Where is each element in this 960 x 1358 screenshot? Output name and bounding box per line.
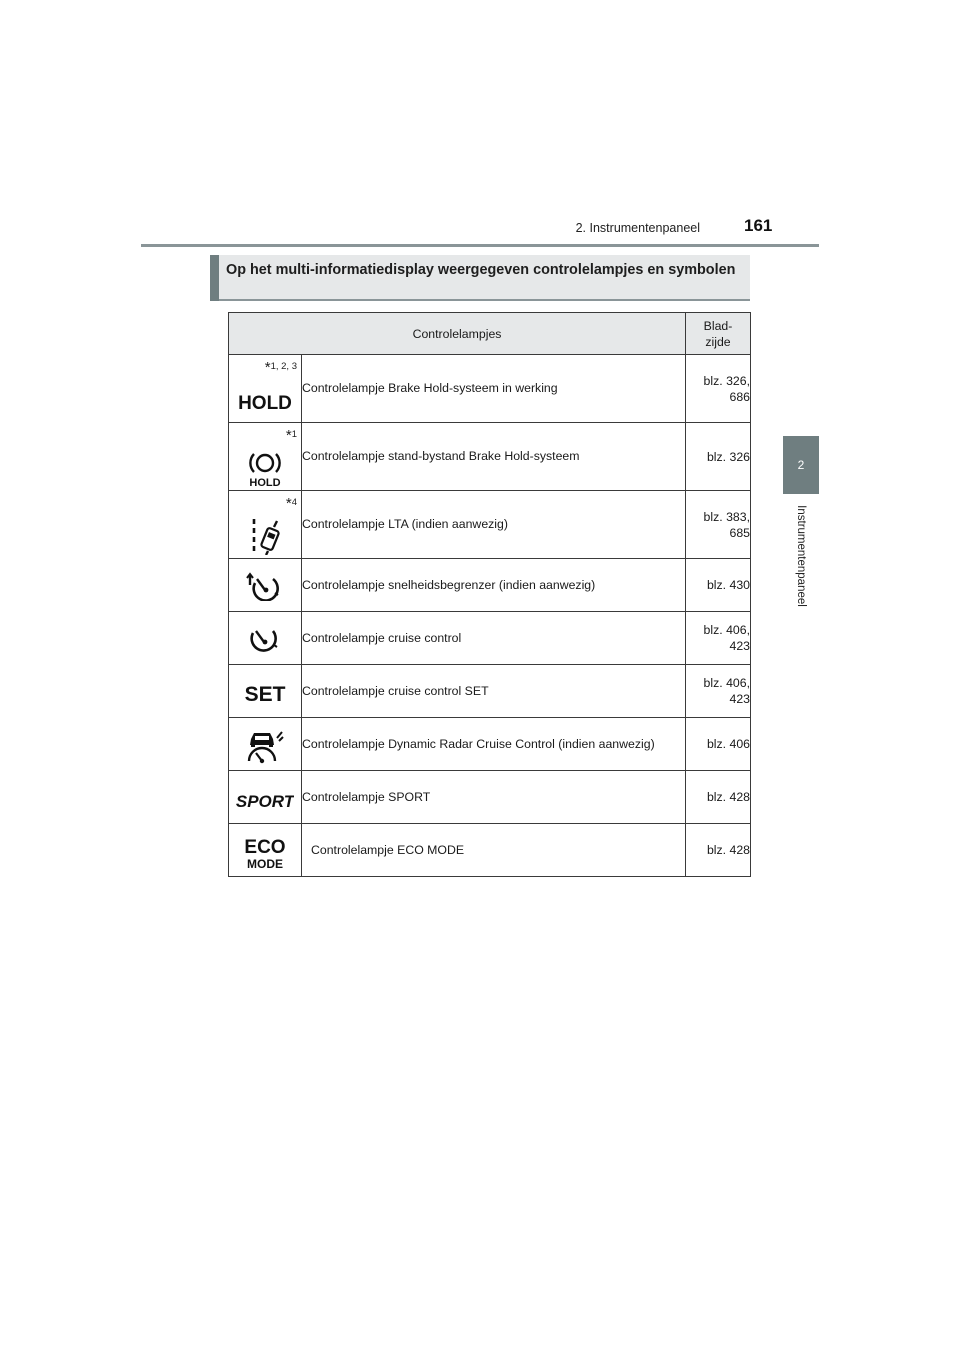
speed-limiter-icon [245,571,285,601]
radar-cruise-icon [244,728,286,764]
description-cell: Controlelampje cruise control SET [302,665,686,718]
icon-cell [229,665,302,718]
set-icon [242,682,288,704]
description-cell: Controlelampje SPORT [302,771,686,824]
table-row [229,491,751,559]
description-cell: Controlelampje Dynamic Radar Cruise Control (indien aanwezig) [302,718,686,771]
description-cell: Controlelampje LTA (indien aanwezig) [302,491,686,559]
svg-text:MODE: MODE [247,857,283,871]
icon-cell [229,355,302,423]
table-row [229,559,751,612]
table-row [229,665,751,718]
page-ref: blz. 428 [686,824,751,877]
table-row [229,771,751,824]
table-row [229,612,751,665]
svg-text:ECO: ECO [244,837,286,858]
svg-text:SET: SET [244,683,286,704]
header-lamps: Controlelampjes [229,313,686,355]
page-ref: blz. 383, 685 [686,491,751,559]
description-cell: Controlelampje cruise control [302,612,686,665]
table-row [229,824,751,877]
hold-icon [238,391,292,413]
lta-icon [247,517,283,555]
eco-mode-icon [243,835,287,871]
footnote-marker: *1, 2, 3 [264,359,297,376]
chapter-label: Instrumentenpaneel [795,505,807,607]
table-row [229,423,751,491]
page-ref: blz. 406 [686,718,751,771]
header-divider [141,244,819,247]
icon-cell [229,423,302,491]
svg-text:SPORT: SPORT [236,792,294,811]
cruise-control-icon [248,625,282,655]
indicator-table [228,312,751,877]
hold-standby-icon [245,450,285,488]
description-cell: Controlelampje stand-bystand Brake Hold-systeem [302,423,686,491]
description-cell: Controlelampje ECO MODE [302,824,686,877]
svg-text:HOLD: HOLD [238,393,292,413]
svg-text:HOLD: HOLD [249,477,281,488]
page-ref: blz. 326, 686 [686,355,751,423]
sport-icon [236,789,294,811]
footnote-marker: *1 [285,427,297,444]
section-title: 2. Instrumentenpaneel [575,221,700,235]
chapter-number: 2 [797,458,805,472]
description-cell: Controlelampje snelheidsbegrenzer (indien aanwezig) [302,559,686,612]
footnote-marker: *4 [285,495,297,512]
page-number: 161 [744,216,773,235]
page-ref: blz. 428 [686,771,751,824]
table-header-row [229,313,751,355]
icon-cell [229,771,302,824]
chapter-tab [783,436,819,494]
icon-cell [229,824,302,877]
table-row [229,718,751,771]
page-ref: blz. 326 [686,423,751,491]
icon-cell [229,612,302,665]
banner-title: Op het multi-informatiedisplay weergegeven controlelampjes en symbolen [226,262,736,278]
table-row [229,355,751,423]
page-ref: blz. 406, 423 [686,612,751,665]
section-banner [210,255,750,301]
banner-accent-bar [210,255,219,301]
icon-cell [229,559,302,612]
page-ref: blz. 430 [686,559,751,612]
page-ref: blz. 406, 423 [686,665,751,718]
header-page: Blad- zijde [686,313,751,355]
icon-cell [229,491,302,559]
description-cell: Controlelampje Brake Hold-systeem in werking [302,355,686,423]
icon-cell [229,718,302,771]
